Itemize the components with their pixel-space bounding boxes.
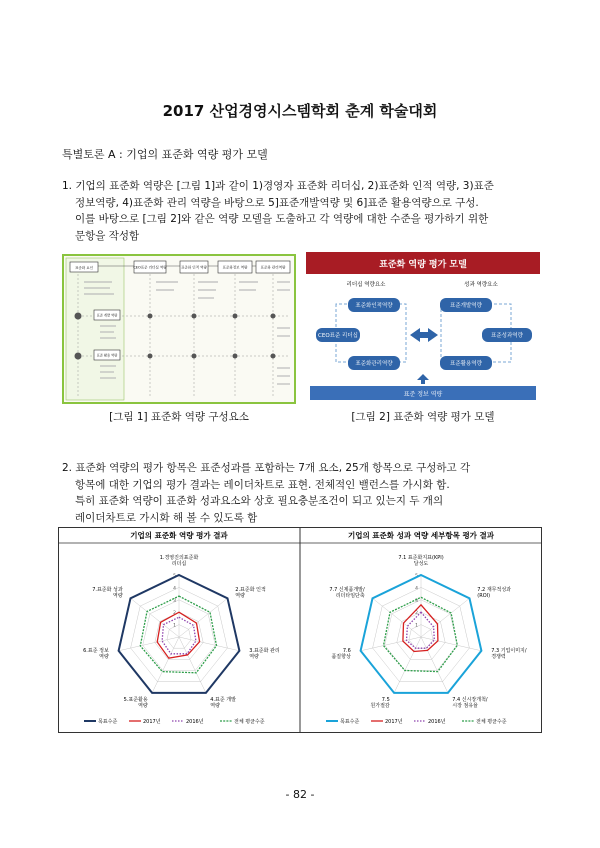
fig2-node: 표준개발역량 xyxy=(450,303,482,309)
tick-label: 2 xyxy=(415,611,418,617)
tick-label: 3 xyxy=(173,598,176,604)
chart-title: 기업의 표준화 역량 평가 결과 xyxy=(130,531,228,540)
paragraph-line: 1. 기업의 표준화 역량은 [그림 1]과 같이 1)경영자 표준화 리더십, 2)표준화 인적 역량, 3)표준 xyxy=(62,180,494,192)
chart-title: 기업의 표준화 성과 역량 세부항목 평가 결과 xyxy=(347,531,495,540)
category-label: 7.1 표준화지표(KPI) 달성도 xyxy=(398,555,444,567)
category-label: 1.경영진의표준화 리더십 xyxy=(159,555,199,567)
category-label: 7.5 원가절감 xyxy=(370,696,390,709)
paragraph-line: 특히 표준화 역량이 표준화 성과요소와 상호 필요충분조건이 되고 있는지 두 개의 xyxy=(75,495,444,507)
fig1-box-label: CEO표준 리더십 역량 xyxy=(133,265,167,270)
category-label: 7.6 품질향상 xyxy=(331,648,351,661)
paragraph-line: 항목에 대한 기업의 평가 결과는 레이더차트로 표현. 전체적인 밸런스를 가시화 함. xyxy=(75,478,450,491)
paragraph-line: 2. 표준화 역량의 평가 항목은 표준성과를 포함하는 7개 요소, 25개 항목으로 구성하고 각 xyxy=(62,462,471,474)
legend-label: 목표수준 xyxy=(98,719,118,725)
fig1-box-label: 표준화정보 역량 xyxy=(222,265,248,270)
category-label: 2.표준화 인적 역량 xyxy=(235,587,266,600)
fig1-box-label: 표준화 요인 xyxy=(74,266,94,270)
fig2-node: CEO표준 리더십 xyxy=(318,333,358,339)
category-label: 4.표준 개발 역량 xyxy=(210,696,236,709)
page-title: 2017 산업경영시스템학회 춘계 학술대회 xyxy=(162,102,438,120)
fig2-node: 표준화인적역량 xyxy=(355,303,393,309)
paragraph-line: 정보역량, 4)표준화 관리 역량을 바탕으로 5]표준개발역량 및 6]표준 활용역량으로 구성. xyxy=(75,196,479,209)
fig1-box-label: 표준 개발 역량 xyxy=(96,313,118,318)
category-label: 7.4 신시장개척/ 시장 점유율 xyxy=(452,696,488,709)
fig2-node: 표준활용역량 xyxy=(450,361,482,367)
fig2-node: 표준성과역량 xyxy=(491,333,523,339)
section-subtitle: 특별토론 A : 기업의 표준화 역량 평가 모델 xyxy=(62,148,268,161)
tick-label: 2 xyxy=(173,611,176,617)
legend-label: 2016년 xyxy=(186,719,204,725)
category-label: 6.표준 정보 역량 xyxy=(83,648,109,661)
figure-1-caption: [그림 1] 표준화 역량 구성요소 xyxy=(109,411,249,423)
tick-label: 3 xyxy=(415,598,418,604)
radar-charts xyxy=(58,527,542,733)
fig2-banner: 표준화 역량 평가 모델 xyxy=(379,260,467,270)
tick-label: 4 xyxy=(415,586,418,592)
page-number: - 82 - xyxy=(285,788,315,801)
paragraph-line: 이를 바탕으로 [그림 2]와 같은 역량 모델을 도출하고 각 역량에 대한 수준을 평가하기 위한 xyxy=(75,213,489,225)
tick-label: 5 xyxy=(173,574,176,579)
category-label: 7.3 기업이미지/ 경쟁력 xyxy=(491,648,527,661)
legend-label: 전체 평균수준 xyxy=(234,719,265,725)
legend-label: 전체 평균수준 xyxy=(476,719,507,725)
fig2-performance-label: 성과 역량요소 xyxy=(464,282,498,288)
legend-label: 2017년 xyxy=(385,719,403,725)
tick-label: 1 xyxy=(173,623,176,629)
figure-2-caption: [그림 2] 표준화 역량 평가 모델 xyxy=(351,411,495,423)
fig1-box-label: 표준화 인적 역량 xyxy=(181,265,207,270)
tick-label: 5 xyxy=(415,574,418,579)
category-label: 7.7 신제품개발/ 리더타임단축 xyxy=(329,587,365,600)
legend-label: 2017년 xyxy=(143,719,161,725)
tick-label: 4 xyxy=(173,586,176,592)
paragraph-line: 레이더차트로 가시화 해 볼 수 있도록 함 xyxy=(75,511,258,524)
tick-label: 1 xyxy=(415,623,418,629)
paragraph-line: 문항을 작성함 xyxy=(75,229,140,242)
category-label: 5.표준활용 역량 xyxy=(123,696,148,709)
fig1-box-label: 표준 활용 역량 xyxy=(96,353,118,358)
paragraph-2 xyxy=(62,460,542,526)
category-label: 7.표준화 성과 역량 xyxy=(92,587,123,600)
fig2-node: 표준화관리역량 xyxy=(355,361,393,367)
legend-label: 2016년 xyxy=(428,719,446,725)
paragraph-1 xyxy=(62,178,542,244)
figure-2-diagram xyxy=(306,252,540,404)
figure-1-diagram xyxy=(62,254,296,404)
fig2-bottom-bar: 표준 정보 역량 xyxy=(403,391,443,398)
fig2-leadership-label: 리더십 역량요소 xyxy=(346,282,386,288)
category-label: 3.표준화 관리 역량 xyxy=(249,648,280,661)
category-label: 7.2 재무적성과 (ROI) xyxy=(477,587,511,600)
legend-label: 목표수준 xyxy=(340,719,360,725)
fig1-box-label: 표준화 관리역량 xyxy=(260,265,286,270)
